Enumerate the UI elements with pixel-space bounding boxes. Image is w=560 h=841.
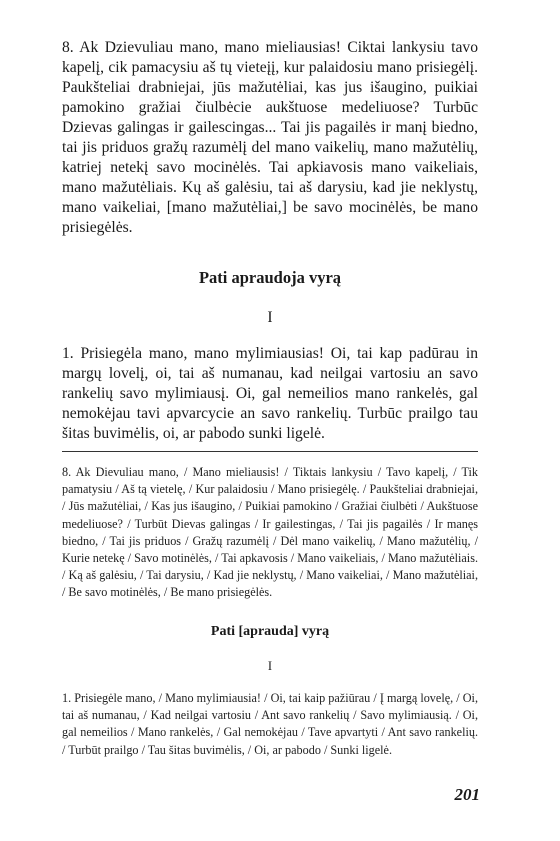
song-8-body <box>62 38 478 238</box>
footnote-section-numeral: I <box>267 659 273 673</box>
page-number: 201 <box>454 785 480 804</box>
footnote-8: 8. Ak Dievuliau mano, / Mano mieliausis! / Tiktais lankysiu / Tavo kapelį, / Tik pamatysiu / Aš tą vietelę, / Kur palaidosiu / Mano prisiegėlę. / Paukšteliai drabniejai, / Jūs mažutėliai, / Kas jus išaugino, / Puikiai pamokino / Gražiai čiulbėti / Aukštuose medeliuose? / Turbūt Dievas galingas / Ir gailestingas, / Tai jis pagailės / Ir manęs biedno, / Tai jis priduos / Gražų razumėlį / Dėl mano vaikelių, / Mano mažutėlių, / Kurie netekę / Savo motinėlės, / Tai apkavosis / Mano vaikeliais, / Mano mažutėliais. / Ką aš galėsiu, / Tai darysiu, / Kad jie neklystų, / Mano vaikeliai, / Mano mažutėliai, / Be savo motinėlės, / Be mano prisiegėlės. <box>62 465 478 600</box>
footnote-divider <box>62 451 478 452</box>
section-title: Pati apraudoja vyrą <box>198 268 342 287</box>
footnote-1: 1. Prisiegėle mano, / Mano mylimiausia! / Oi, tai kaip pažiūrau / Į margą lovelę, / Oi, tai aš numanau, / Kad neilgai vartosiu / Ant savo rankelių / Savo mylimiausią. / Oi, gal nemeilios / Mano rankelės, / Gal nemokėjau / Tave apvartyti / Ant savo rankelių. / Turbūt prailgo / Tau šitas buvimėlis, / Oi, ar pabodo / Sunki ligelė. <box>62 691 478 757</box>
song-8-text: 8. Ak Dzievuliau mano, mano mieliausias! Ciktai lankysiu tavo kapelį, cik pamacysiu aš tų vieteįį, kur palaidosiu mano prisiegėlį. Paukšteliai drabniejai, jūs mažutėliai, kas jus išaugino, puikiai pamokino gražiai čiulbėcie aukštuose medeliuose? Turbūc Dzievas galingas ir gailescingas... Tai jis pagailės ir manį biedno, tai jis priduos gražų razumėlį del mano vaikelių, mano mažutėlių, katriej netekį savo mocinėlės. Tai apkiavosis mano vaikeliais, mano mažutėliais. Kų aš galėsiu, tai aš darysiu, kad jie neklystų, mano vaikeliai, [mano mažutėliai,] be savo mocinėlės, be mano prisiegėlės. <box>62 39 478 236</box>
song-1-body <box>62 344 478 444</box>
section-numeral: I <box>267 309 273 326</box>
footnote-section-title: Pati [apraudа] vyrą <box>210 624 330 639</box>
song-1-text: 1. Prisiegėla mano, mano mylimiausias! Oi, tai kap padūrau in margų lovelį, oi, tai aš numanau, kad neilgai vartosiu an savo rankelių savo mylimiausį. Oi, gal nemeilios mano rankelės, gal nemokėjau tavi apvarcycie an savo rankelių. Turbūc prailgo tau šitas buvimėlis, oi, ar pabodo sunki ligelė. <box>62 345 478 442</box>
